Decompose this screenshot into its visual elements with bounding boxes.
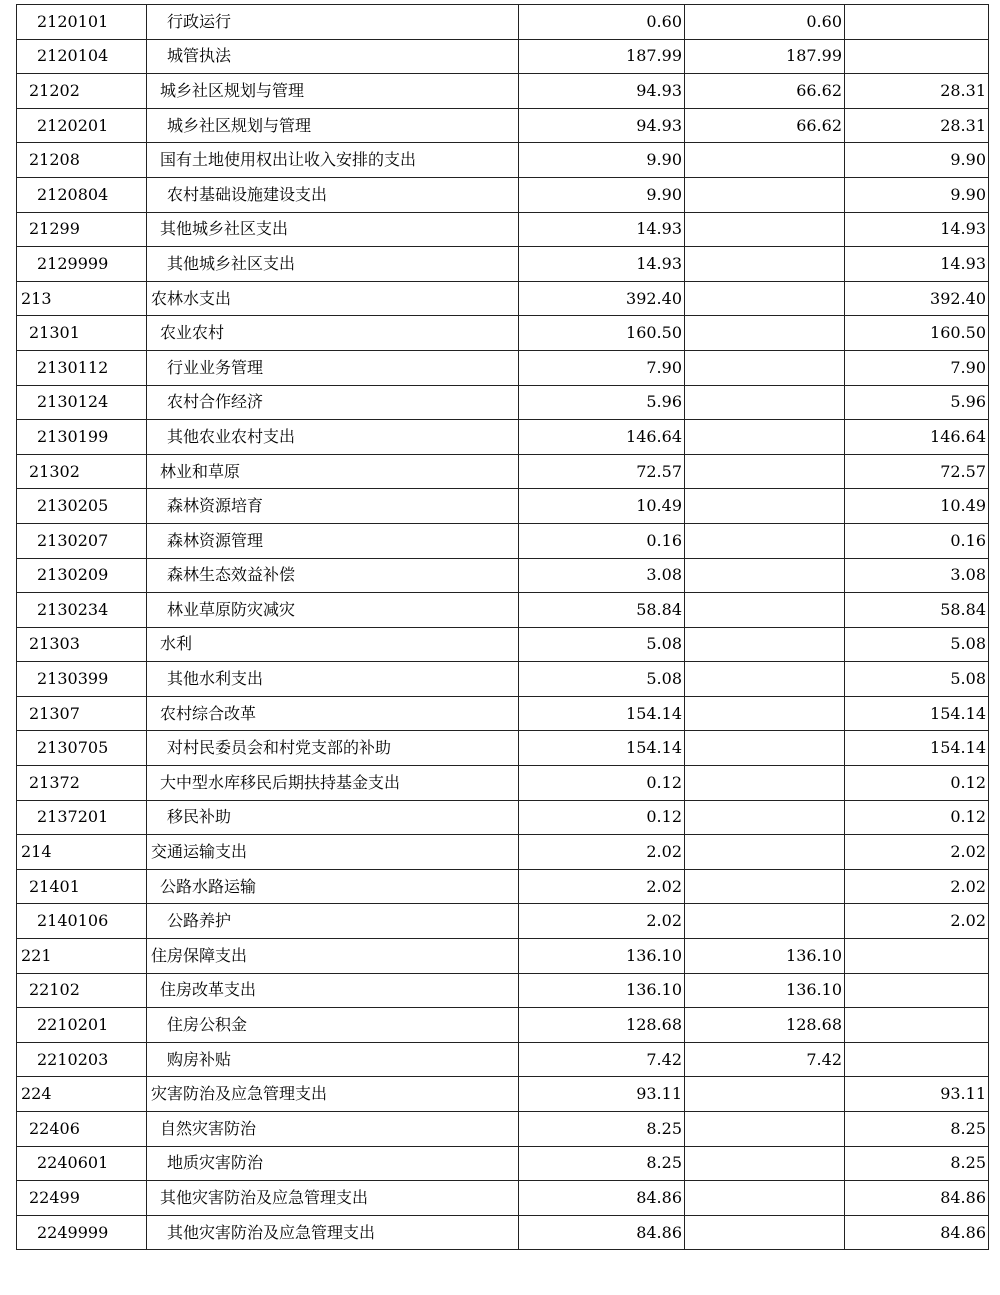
total-amount-cell: 2.02	[519, 904, 685, 939]
subject-name-cell: 自然灾害防治	[147, 1112, 519, 1147]
subject-code-cell: 2130234	[17, 593, 147, 628]
project-expenditure-cell: 28.31	[845, 108, 989, 143]
project-expenditure-cell: 5.08	[845, 627, 989, 662]
total-amount-cell: 3.08	[519, 558, 685, 593]
table-row	[17, 247, 989, 282]
total-amount-cell: 136.10	[519, 973, 685, 1008]
table-row	[17, 1181, 989, 1216]
basic-expenditure-cell	[685, 1077, 845, 1112]
subject-code-cell: 21299	[17, 212, 147, 247]
basic-expenditure-cell	[685, 281, 845, 316]
total-amount-cell: 2.02	[519, 835, 685, 870]
table-row	[17, 39, 989, 74]
table-row	[17, 212, 989, 247]
project-expenditure-cell: 14.93	[845, 212, 989, 247]
table-row	[17, 662, 989, 697]
subject-code-cell: 2130205	[17, 489, 147, 524]
subject-code-cell: 2130207	[17, 523, 147, 558]
subject-code-cell: 21401	[17, 869, 147, 904]
table-row	[17, 1215, 989, 1250]
basic-expenditure-cell	[685, 143, 845, 178]
project-expenditure-cell: 154.14	[845, 731, 989, 766]
subject-code-cell: 2130705	[17, 731, 147, 766]
project-expenditure-cell: 3.08	[845, 558, 989, 593]
subject-code-cell: 22406	[17, 1112, 147, 1147]
subject-code-cell: 2130209	[17, 558, 147, 593]
subject-name-cell: 行政运行	[147, 5, 519, 40]
subject-name-cell: 国有土地使用权出让收入安排的支出	[147, 143, 519, 178]
project-expenditure-cell: 72.57	[845, 454, 989, 489]
subject-code-cell: 221	[17, 939, 147, 974]
basic-expenditure-cell: 128.68	[685, 1008, 845, 1043]
basic-expenditure-cell	[685, 350, 845, 385]
total-amount-cell: 187.99	[519, 39, 685, 74]
table-row	[17, 1077, 989, 1112]
total-amount-cell: 128.68	[519, 1008, 685, 1043]
project-expenditure-cell	[845, 5, 989, 40]
total-amount-cell: 0.16	[519, 523, 685, 558]
project-expenditure-cell: 84.86	[845, 1181, 989, 1216]
total-amount-cell: 160.50	[519, 316, 685, 351]
project-expenditure-cell: 5.96	[845, 385, 989, 420]
subject-name-cell: 购房补贴	[147, 1042, 519, 1077]
project-expenditure-cell: 9.90	[845, 143, 989, 178]
subject-name-cell: 大中型水库移民后期扶持基金支出	[147, 766, 519, 801]
table-row	[17, 420, 989, 455]
table-row	[17, 1112, 989, 1147]
total-amount-cell: 154.14	[519, 696, 685, 731]
table-row	[17, 766, 989, 801]
project-expenditure-cell	[845, 1042, 989, 1077]
total-amount-cell: 2.02	[519, 869, 685, 904]
project-expenditure-cell: 0.12	[845, 800, 989, 835]
subject-name-cell: 林业草原防灾减灾	[147, 593, 519, 628]
subject-code-cell: 214	[17, 835, 147, 870]
total-amount-cell: 8.25	[519, 1112, 685, 1147]
basic-expenditure-cell	[685, 904, 845, 939]
expenditure-table	[16, 4, 989, 1250]
total-amount-cell: 7.90	[519, 350, 685, 385]
total-amount-cell: 58.84	[519, 593, 685, 628]
total-amount-cell: 154.14	[519, 731, 685, 766]
subject-code-cell: 2137201	[17, 800, 147, 835]
subject-name-cell: 城管执法	[147, 39, 519, 74]
total-amount-cell: 0.12	[519, 766, 685, 801]
basic-expenditure-cell	[685, 835, 845, 870]
total-amount-cell: 84.86	[519, 1181, 685, 1216]
subject-code-cell: 21303	[17, 627, 147, 662]
basic-expenditure-cell: 0.60	[685, 5, 845, 40]
subject-name-cell: 灾害防治及应急管理支出	[147, 1077, 519, 1112]
table-row	[17, 74, 989, 109]
project-expenditure-cell: 2.02	[845, 904, 989, 939]
total-amount-cell: 136.10	[519, 939, 685, 974]
subject-code-cell: 2129999	[17, 247, 147, 282]
basic-expenditure-cell	[685, 1215, 845, 1250]
subject-code-cell: 21208	[17, 143, 147, 178]
total-amount-cell: 10.49	[519, 489, 685, 524]
table-row	[17, 800, 989, 835]
table-row	[17, 1042, 989, 1077]
subject-name-cell: 农村合作经济	[147, 385, 519, 420]
subject-name-cell: 公路水路运输	[147, 869, 519, 904]
subject-code-cell: 2240601	[17, 1146, 147, 1181]
subject-name-cell: 公路养护	[147, 904, 519, 939]
subject-name-cell: 其他城乡社区支出	[147, 212, 519, 247]
basic-expenditure-cell	[685, 212, 845, 247]
basic-expenditure-cell: 7.42	[685, 1042, 845, 1077]
subject-name-cell: 其他灾害防治及应急管理支出	[147, 1181, 519, 1216]
basic-expenditure-cell	[685, 420, 845, 455]
total-amount-cell: 94.93	[519, 108, 685, 143]
subject-name-cell: 对村民委员会和村党支部的补助	[147, 731, 519, 766]
basic-expenditure-cell	[685, 766, 845, 801]
subject-code-cell: 2210201	[17, 1008, 147, 1043]
subject-code-cell: 2210203	[17, 1042, 147, 1077]
subject-code-cell: 21202	[17, 74, 147, 109]
table-row	[17, 973, 989, 1008]
subject-name-cell: 水利	[147, 627, 519, 662]
project-expenditure-cell: 9.90	[845, 177, 989, 212]
basic-expenditure-cell: 66.62	[685, 74, 845, 109]
basic-expenditure-cell	[685, 316, 845, 351]
subject-code-cell: 224	[17, 1077, 147, 1112]
subject-code-cell: 2130124	[17, 385, 147, 420]
total-amount-cell: 5.96	[519, 385, 685, 420]
total-amount-cell: 146.64	[519, 420, 685, 455]
project-expenditure-cell: 28.31	[845, 74, 989, 109]
subject-name-cell: 交通运输支出	[147, 835, 519, 870]
table-row	[17, 904, 989, 939]
subject-name-cell: 城乡社区规划与管理	[147, 108, 519, 143]
table-row	[17, 281, 989, 316]
basic-expenditure-cell	[685, 489, 845, 524]
basic-expenditure-cell	[685, 177, 845, 212]
subject-name-cell: 其他城乡社区支出	[147, 247, 519, 282]
subject-name-cell: 农林水支出	[147, 281, 519, 316]
subject-code-cell: 2120104	[17, 39, 147, 74]
basic-expenditure-cell	[685, 869, 845, 904]
total-amount-cell: 14.93	[519, 212, 685, 247]
subject-name-cell: 农村基础设施建设支出	[147, 177, 519, 212]
total-amount-cell: 9.90	[519, 143, 685, 178]
project-expenditure-cell: 14.93	[845, 247, 989, 282]
subject-code-cell: 21301	[17, 316, 147, 351]
subject-name-cell: 住房改革支出	[147, 973, 519, 1008]
subject-name-cell: 农业农村	[147, 316, 519, 351]
basic-expenditure-cell	[685, 593, 845, 628]
subject-name-cell: 其他农业农村支出	[147, 420, 519, 455]
project-expenditure-cell: 8.25	[845, 1112, 989, 1147]
project-expenditure-cell: 93.11	[845, 1077, 989, 1112]
subject-code-cell: 21302	[17, 454, 147, 489]
subject-code-cell: 2130399	[17, 662, 147, 697]
project-expenditure-cell: 0.16	[845, 523, 989, 558]
project-expenditure-cell: 8.25	[845, 1146, 989, 1181]
project-expenditure-cell	[845, 973, 989, 1008]
project-expenditure-cell: 146.64	[845, 420, 989, 455]
basic-expenditure-cell	[685, 800, 845, 835]
table-row	[17, 558, 989, 593]
subject-name-cell: 农村综合改革	[147, 696, 519, 731]
table-row	[17, 5, 989, 40]
basic-expenditure-cell	[685, 1181, 845, 1216]
table-row	[17, 454, 989, 489]
table-row	[17, 939, 989, 974]
subject-name-cell: 城乡社区规划与管理	[147, 74, 519, 109]
project-expenditure-cell: 2.02	[845, 835, 989, 870]
subject-name-cell: 移民补助	[147, 800, 519, 835]
total-amount-cell: 14.93	[519, 247, 685, 282]
table-row	[17, 869, 989, 904]
table-row	[17, 316, 989, 351]
table-row	[17, 385, 989, 420]
project-expenditure-cell	[845, 39, 989, 74]
total-amount-cell: 0.12	[519, 800, 685, 835]
basic-expenditure-cell: 187.99	[685, 39, 845, 74]
table-row	[17, 593, 989, 628]
basic-expenditure-cell	[685, 662, 845, 697]
project-expenditure-cell: 2.02	[845, 869, 989, 904]
subject-name-cell: 住房保障支出	[147, 939, 519, 974]
table-row	[17, 731, 989, 766]
basic-expenditure-cell	[685, 731, 845, 766]
project-expenditure-cell: 84.86	[845, 1215, 989, 1250]
basic-expenditure-cell: 136.10	[685, 973, 845, 1008]
table-row	[17, 1146, 989, 1181]
table-row	[17, 350, 989, 385]
total-amount-cell: 5.08	[519, 662, 685, 697]
subject-code-cell: 2140106	[17, 904, 147, 939]
total-amount-cell: 0.60	[519, 5, 685, 40]
total-amount-cell: 9.90	[519, 177, 685, 212]
basic-expenditure-cell	[685, 1112, 845, 1147]
table-body	[17, 5, 989, 1250]
basic-expenditure-cell	[685, 558, 845, 593]
basic-expenditure-cell	[685, 523, 845, 558]
basic-expenditure-cell: 66.62	[685, 108, 845, 143]
total-amount-cell: 93.11	[519, 1077, 685, 1112]
total-amount-cell: 94.93	[519, 74, 685, 109]
table-row	[17, 627, 989, 662]
subject-name-cell: 其他灾害防治及应急管理支出	[147, 1215, 519, 1250]
project-expenditure-cell: 0.12	[845, 766, 989, 801]
subject-name-cell: 森林资源培育	[147, 489, 519, 524]
project-expenditure-cell: 10.49	[845, 489, 989, 524]
subject-name-cell: 其他水利支出	[147, 662, 519, 697]
project-expenditure-cell: 7.90	[845, 350, 989, 385]
total-amount-cell: 84.86	[519, 1215, 685, 1250]
table-row	[17, 523, 989, 558]
project-expenditure-cell	[845, 1008, 989, 1043]
basic-expenditure-cell	[685, 627, 845, 662]
table-row	[17, 177, 989, 212]
basic-expenditure-cell	[685, 454, 845, 489]
table-row	[17, 489, 989, 524]
total-amount-cell: 72.57	[519, 454, 685, 489]
subject-name-cell: 森林资源管理	[147, 523, 519, 558]
table-row	[17, 835, 989, 870]
subject-code-cell: 2249999	[17, 1215, 147, 1250]
total-amount-cell: 8.25	[519, 1146, 685, 1181]
subject-name-cell: 住房公积金	[147, 1008, 519, 1043]
project-expenditure-cell: 5.08	[845, 662, 989, 697]
project-expenditure-cell	[845, 939, 989, 974]
table-row	[17, 1008, 989, 1043]
project-expenditure-cell: 58.84	[845, 593, 989, 628]
subject-code-cell: 2130112	[17, 350, 147, 385]
subject-code-cell: 2120201	[17, 108, 147, 143]
project-expenditure-cell: 154.14	[845, 696, 989, 731]
basic-expenditure-cell	[685, 247, 845, 282]
total-amount-cell: 7.42	[519, 1042, 685, 1077]
table-row	[17, 143, 989, 178]
subject-name-cell: 森林生态效益补偿	[147, 558, 519, 593]
subject-name-cell: 林业和草原	[147, 454, 519, 489]
subject-name-cell: 行业业务管理	[147, 350, 519, 385]
subject-code-cell: 21372	[17, 766, 147, 801]
subject-code-cell: 2120804	[17, 177, 147, 212]
table-row	[17, 108, 989, 143]
project-expenditure-cell: 160.50	[845, 316, 989, 351]
total-amount-cell: 5.08	[519, 627, 685, 662]
basic-expenditure-cell: 136.10	[685, 939, 845, 974]
basic-expenditure-cell	[685, 385, 845, 420]
subject-code-cell: 22499	[17, 1181, 147, 1216]
basic-expenditure-cell	[685, 1146, 845, 1181]
subject-code-cell: 22102	[17, 973, 147, 1008]
project-expenditure-cell: 392.40	[845, 281, 989, 316]
subject-code-cell: 213	[17, 281, 147, 316]
subject-name-cell: 地质灾害防治	[147, 1146, 519, 1181]
subject-code-cell: 21307	[17, 696, 147, 731]
total-amount-cell: 392.40	[519, 281, 685, 316]
subject-code-cell: 2130199	[17, 420, 147, 455]
subject-code-cell: 2120101	[17, 5, 147, 40]
table-row	[17, 696, 989, 731]
basic-expenditure-cell	[685, 696, 845, 731]
